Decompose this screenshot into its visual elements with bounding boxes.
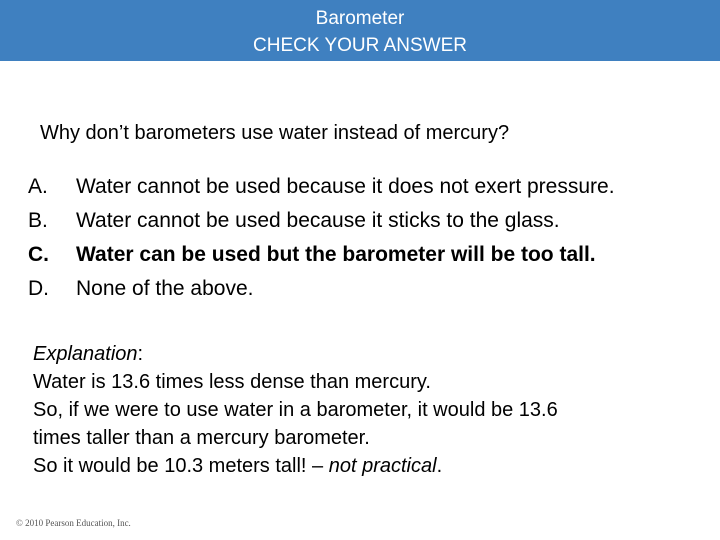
explanation-line: Water is 13.6 times less dense than mercury. <box>33 371 431 393</box>
conclusion-emphasis: not practical <box>328 455 437 477</box>
copyright-notice: © 2010 Pearson Education, Inc. <box>16 518 131 528</box>
explanation-line: times taller than a mercury barometer. <box>33 427 370 449</box>
choice-text: Water can be used but the barometer will be too tall. <box>76 243 596 266</box>
question-text: Why don’t barometers use water instead of mercury? <box>40 122 510 144</box>
choice-letter: A. <box>28 175 48 198</box>
title-banner <box>0 0 720 61</box>
slide-title: Barometer <box>315 8 405 29</box>
choice-letter: C. <box>28 243 49 266</box>
choice-text: Water cannot be used because it sticks to the glass. <box>76 209 560 232</box>
choice-text: Water cannot be used because it does not exert pressure. <box>76 175 615 198</box>
conclusion-text: So it would be 10.3 meters tall! – <box>33 455 329 477</box>
choice-text: None of the above. <box>76 277 254 300</box>
explanation-line: So, if we were to use water in a barometer, it would be 13.6 <box>33 399 558 421</box>
slide-subtitle: CHECK YOUR ANSWER <box>253 35 467 56</box>
choice-letter: D. <box>28 277 49 300</box>
explanation-conclusion <box>33 452 693 480</box>
conclusion-period: . <box>436 455 443 477</box>
explanation-heading-line <box>33 340 693 368</box>
choice-letter: B. <box>28 209 48 232</box>
explanation-colon: : <box>137 343 144 365</box>
explanation-heading: Explanation <box>33 343 138 365</box>
explanation-block <box>33 340 693 480</box>
